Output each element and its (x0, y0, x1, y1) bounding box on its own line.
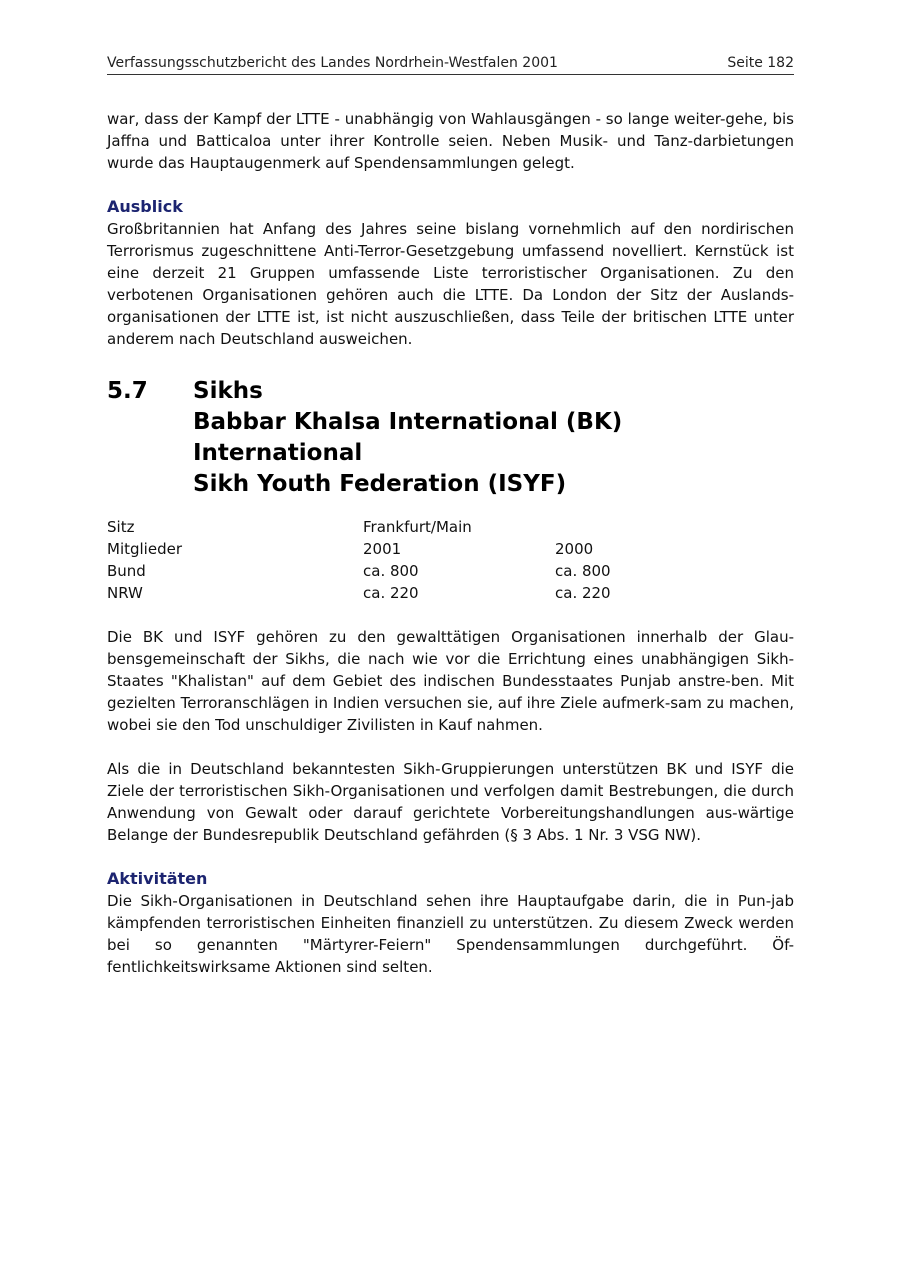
table-cell: Bund (107, 562, 146, 580)
section-number: 5.7 (107, 378, 148, 404)
intro-paragraph: war, dass der Kampf der LTTE - unabhängig von Wahlausgängen - so lange weiter-gehe, bis Jaffna und Batticaloa unter ihrer Kontrolle seien. Neben Musik- und Tanz-darbietungen wurde das Hauptaugenmerk auf Spendensammlungen gelegt. (107, 110, 794, 172)
body-paragraph-1: Die BK und ISYF gehören zu den gewalttätigen Organisationen innerhalb der Glau-bensgemeinschaft der Sikhs, die nach wie vor die Errichtung eines unabhängigen Sikh-Staates "Khalistan" auf dem Gebiet des indischen Bundesstaates Punjab anstre-ben. Mit gezielten Terroranschlägen in Indien versuchen sie, auf ihre Ziele aufmerk-sam zu machen, wobei sie den Tod unschuldiger Zivilisten in Kauf nahmen. (107, 628, 794, 734)
table-row (107, 516, 705, 538)
table-cell: 2000 (555, 540, 594, 558)
section-title-line-3: Sikh Youth Federation (ISYF) (193, 471, 567, 497)
body-paragraph-2: Als die in Deutschland bekanntesten Sikh-Gruppierungen unterstützen BK und ISYF die Ziele der terroristischen Sikh-Organisationen und verfolgen damit Bestrebungen, die durch Anwendung von Gewalt oder darauf gerichtete Vorbereitungshandlungen aus-wärtige Belange der Bundesrepublik Deutschland gefährden (§ 3 Abs. 1 Nr. 3 VSG NW). (107, 760, 794, 844)
page-content (107, 108, 794, 978)
table-cell: ca. 220 (555, 584, 611, 602)
table-row (107, 538, 705, 560)
page-number: Seite 182 (727, 55, 794, 71)
table-cell: ca. 220 (363, 584, 419, 602)
aktivitaeten-paragraph: Die Sikh-Organisationen in Deutschland sehen ihre Hauptaufgabe darin, die in Pun-jab kämpfenden terroristischen Einheiten finanziell zu unterstützen. Zu diesem Zweck werden bei so genannten "Märtyrer-Feiern" Spendensammlungen durchgeführt. Öf-fentlichkeitswirksame Aktionen sind selten. (107, 892, 794, 976)
ausblick-paragraph: Großbritannien hat Anfang des Jahres seine bislang vornehmlich auf den nordirischen Terrorismus zugeschnittene Anti-Terror-Gesetzgebung umfassend novelliert. Kernstück ist eine derzeit 21 Gruppen umfassende Liste terroristischer Organisationen. Zu den verbotenen Organisationen gehören auch die LTTE. Da London der Sitz der Auslands-organisationen der LTTE ist, ist nicht auszuschließen, dass Teile der britischen LTTE unter anderem nach Deutschland ausweichen. (107, 220, 794, 348)
table-cell: ca. 800 (555, 562, 611, 580)
ausblick-heading: Ausblick (107, 197, 183, 216)
header-title: Verfassungsschutzbericht des Landes Nordrhein-Westfalen 2001 (107, 55, 558, 71)
table-row (107, 582, 705, 604)
table-cell: NRW (107, 584, 143, 602)
aktivitaeten-heading: Aktivitäten (107, 869, 208, 888)
table-cell: Mitglieder (107, 540, 182, 558)
table-cell: ca. 800 (363, 562, 419, 580)
section-title-line-2: Babbar Khalsa International (BK) International (193, 409, 623, 466)
table-cell: Frankfurt/Main (363, 518, 472, 536)
section-title-line-1: Sikhs (193, 378, 263, 404)
table-cell (555, 516, 705, 538)
table-cell: 2001 (363, 540, 402, 558)
table-cell: Sitz (107, 518, 135, 536)
section-heading (107, 376, 794, 500)
header-divider (107, 74, 794, 75)
table-row (107, 560, 705, 582)
membership-table (107, 516, 705, 604)
